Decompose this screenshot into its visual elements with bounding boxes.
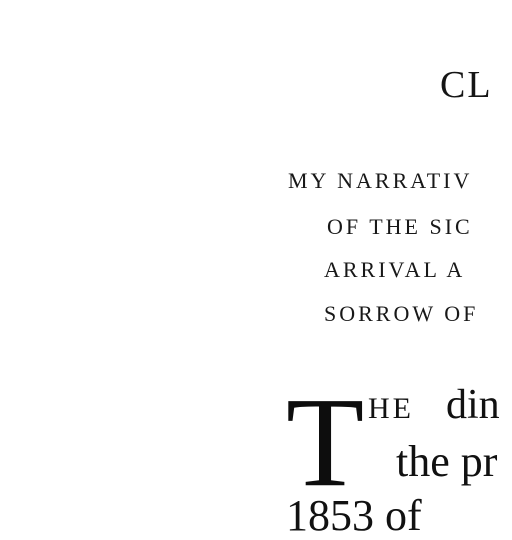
chapter-title: CL: [440, 64, 493, 106]
chapter-summary-line: ARRIVAL A: [324, 257, 466, 282]
chapter-summary-line: MY NARRATIV: [288, 168, 473, 193]
opening-smallcaps: HE: [368, 392, 414, 425]
body-text-line: 1853 of: [286, 491, 422, 540]
drop-cap: T: [286, 371, 365, 513]
chapter-summary-line: OF THE SIC: [327, 214, 473, 239]
body-text-line: the pr: [396, 437, 498, 486]
opening-word: din: [446, 382, 500, 428]
chapter-summary-line: SORROW OF: [324, 301, 479, 326]
